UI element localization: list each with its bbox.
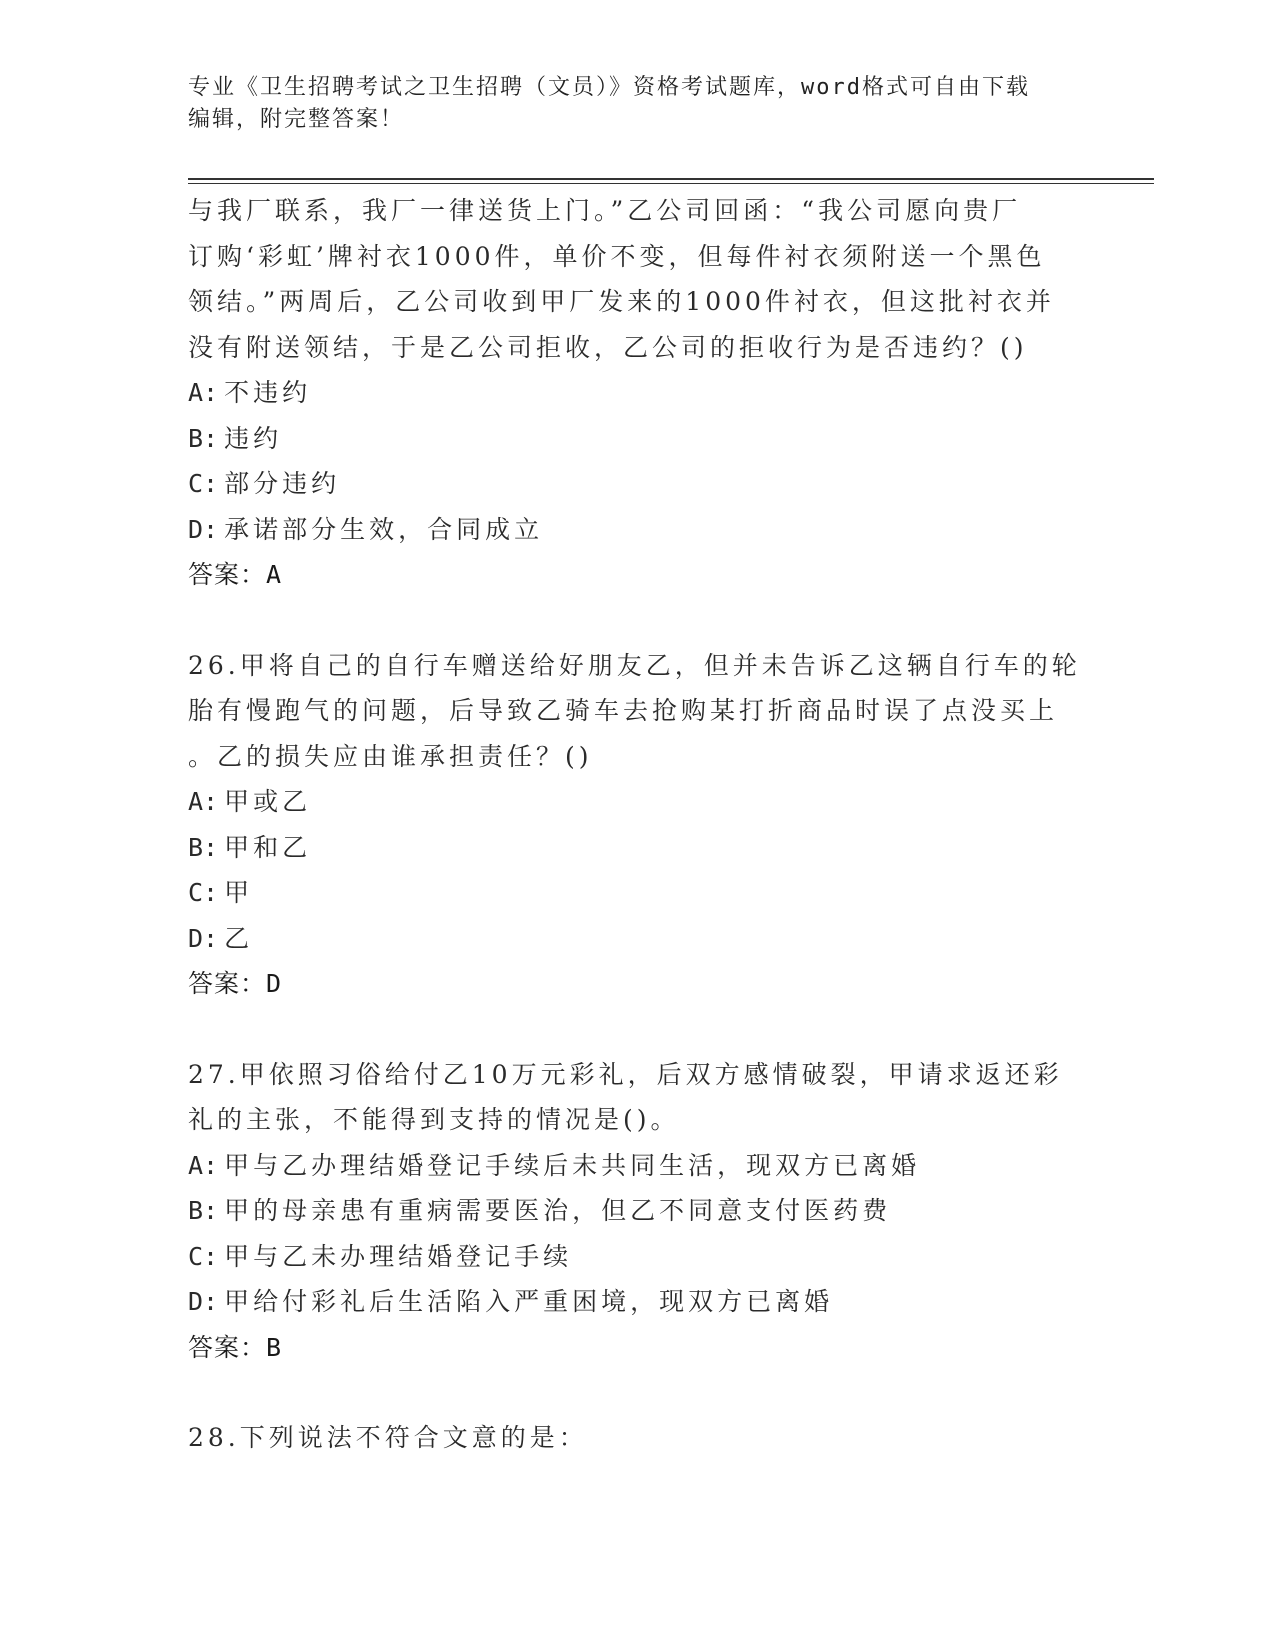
answer-line: 答案：B — [188, 1332, 283, 1362]
question-text-line: 27.甲依照习俗给付乙10万元彩礼，后双方感情破裂，甲请求返还彩 — [188, 1059, 1063, 1089]
question-text-line: 领结。”两周后，乙公司收到甲厂发来的1000件衬衣，但这批衬衣并 — [188, 287, 1055, 316]
option-key: A: — [188, 1150, 219, 1180]
option-c — [188, 461, 1088, 507]
option-key: B: — [188, 1196, 219, 1225]
header-divider-thin — [188, 183, 1154, 184]
option-text: 承诺部分生效，合同成立 — [224, 514, 544, 544]
option-key: D: — [188, 1287, 219, 1316]
option-text: 甲和乙 — [224, 832, 312, 862]
page-header — [188, 72, 1068, 136]
option-d — [188, 507, 1088, 553]
option-key: B: — [188, 423, 219, 453]
option-key: C: — [188, 1241, 219, 1271]
option-text: 甲与乙办理结婚登记手续后未共同生活，现双方已离婚 — [224, 1150, 921, 1180]
option-key: A: — [188, 378, 219, 407]
option-a — [188, 1143, 1088, 1189]
option-text: 甲 — [224, 878, 254, 907]
answer-line: 答案：D — [188, 969, 283, 998]
option-text: 甲的母亲患有重病需要医治，但乙不同意支付医药费 — [224, 1196, 892, 1225]
header-line-1: 专业《卫生招聘考试之卫生招聘（文员）》资格考试题库，word格式可自由下载 — [188, 75, 1030, 100]
option-b — [188, 825, 1088, 871]
question-text-line: 订购‘彩虹’牌衬衣1000件，单价不变，但每件衬衣须附送一个黑色 — [188, 241, 1046, 271]
option-key: D: — [188, 923, 219, 953]
header-divider-thick — [188, 178, 1154, 180]
question-text-line: 礼的主张，不能得到支持的情况是()。 — [188, 1105, 680, 1134]
question-text-line: 28.下列说法不符合文意的是： — [188, 1423, 588, 1452]
option-text: 部分违约 — [224, 469, 341, 498]
question-list — [188, 188, 1088, 1461]
option-text: 不违约 — [224, 378, 312, 407]
option-a — [188, 779, 1088, 825]
option-text: 甲给付彩礼后生活陷入严重困境，现双方已离婚 — [224, 1287, 834, 1316]
header-line-2: 编辑，附完整答案！ — [188, 107, 405, 132]
option-text: 乙 — [224, 923, 254, 953]
spacer — [188, 1007, 1088, 1052]
question-25 — [188, 188, 1088, 598]
option-text: 甲与乙未办理结婚登记手续 — [224, 1241, 573, 1271]
spacer — [188, 598, 1088, 643]
question-text-line: 胎有慢跑气的问题，后导致乙骑车去抢购某打折商品时误了点没买上 — [188, 696, 1059, 725]
question-26 — [188, 643, 1088, 1007]
option-d — [188, 1279, 1088, 1325]
option-key: A: — [188, 787, 219, 816]
spacer — [188, 1370, 1088, 1415]
question-27 — [188, 1052, 1088, 1371]
question-text-line: 。乙的损失应由谁承担责任？() — [188, 741, 593, 771]
option-b — [188, 1188, 1088, 1234]
option-key: D: — [188, 514, 219, 544]
option-key: C: — [188, 469, 219, 498]
question-text-line: 26.甲将自己的自行车赠送给好朋友乙，但并未告诉乙这辆自行车的轮 — [188, 650, 1081, 680]
option-a — [188, 370, 1088, 416]
option-c — [188, 870, 1088, 916]
option-key: B: — [188, 832, 219, 862]
question-text-line: 与我厂联系，我厂一律送货上门。”乙公司回函：“我公司愿向贵厂 — [188, 196, 1022, 225]
question-text-line: 没有附送领结，于是乙公司拒收，乙公司的拒收行为是否违约？() — [188, 332, 1028, 362]
option-text: 违约 — [224, 423, 283, 453]
option-key: C: — [188, 878, 219, 907]
option-d — [188, 916, 1088, 962]
answer-line: 答案：A — [188, 560, 283, 589]
option-b — [188, 416, 1088, 462]
option-c — [188, 1234, 1088, 1280]
option-text: 甲或乙 — [224, 787, 312, 816]
question-28 — [188, 1415, 1088, 1461]
